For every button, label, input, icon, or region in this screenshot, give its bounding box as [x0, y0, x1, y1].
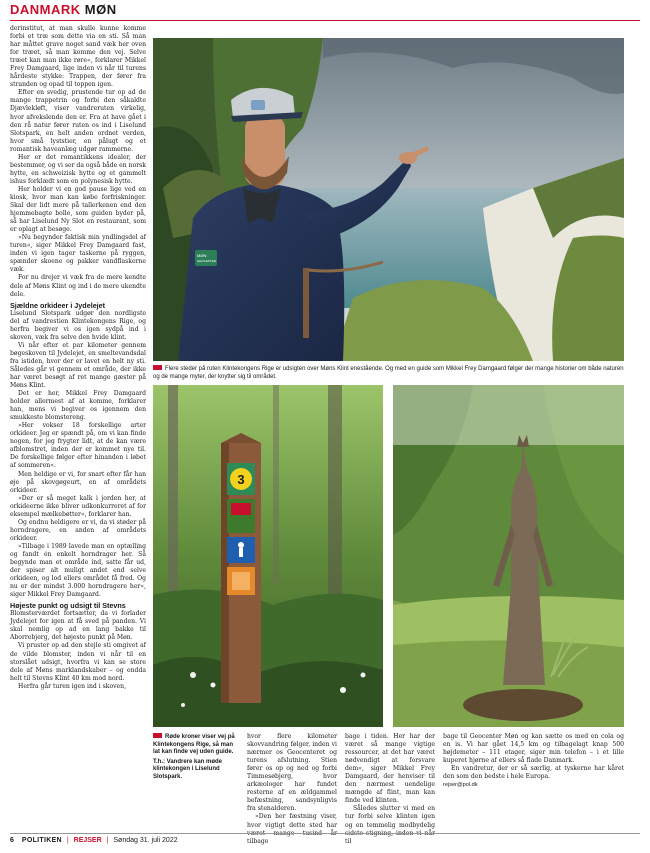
paragraph: bage i tiden. Her har der været så mange vigtige ressourcer, at det har været nødvendigt at forsvare dem«, siger Mikkel Frey Damgaard, der henviser til den nærmest uendelige mængde af flint, man kan finde ved klinten.	[345, 733, 435, 805]
paragraph: Og endnu heldigere er vi, da vi støder på horndragere, en anden af områdets orkideer.	[10, 518, 146, 542]
header-rule	[10, 20, 640, 21]
statue-illustration	[393, 385, 624, 727]
paragraph: bage til Geocenter Møn og kan sætte os med en cola og en is. Vi har gået 14,5 km og tilbagelagt knap 500 højdemeter – 111 etager, siger min telefon – i et lille kuperet hjørne af ellers så flade Danmark.	[443, 733, 624, 765]
newspaper-name: POLITIKEN	[21, 837, 62, 844]
section-header	[10, 2, 117, 20]
paragraph: »Her vokser 18 forskellige arter orkideer. Jeg er spændt på, om vi kan finde nogen, for jeg frygter lidt, at de kan være afblomstret, inden der er kommet nye til. De forskellige følger efter hinanden i løbet af sommeren«.	[10, 422, 146, 470]
caption-marker	[153, 733, 162, 738]
right-photo-caption: T.h.: Vandrere kan møde klintekongen i Liselund Slotspark.	[153, 758, 223, 780]
article-column-4	[443, 733, 624, 789]
paragraph: Således slutter vi med en tur forbi selve klinten igen og en temmelig modbydelig sidste stigning, inden vi når til	[345, 805, 435, 845]
paragraph: Efter en svedig, prustende tur op ad de mange trappetrin og forbi den såkaldte Djævlekløft, viser vandreruten virkelig, hvor afvekslende den er. Fra at have gået i den rå natur fører ruten os ind i Liselund Slotspark, en helt anden ordnet verden, hvor små lyststiеr, en pålugt og et romantisk haveanlæg udgør rammerne.	[10, 89, 146, 153]
paragraph: »Tilbage i 1989 lavede man en optælling og fandt én enkelt horndrager her. Så begynde man et område ind, satte får ud, der spiser alt muligt andet end selve orkideen, og lod ellers området få fred. Og nu er der mindst 3.000 horndragere her«, siger Mikkel Frey Damgaard.	[10, 542, 146, 599]
paragraph: »Nu begynder faktisk min yndlingsdel af turen«, siger Mikkel Frey Damgaard fast, inden vi igen tager taskerne på ryggen, spænder skoene og pakker vandflaskerne væk.	[10, 234, 146, 274]
page-footer	[10, 837, 178, 844]
paragraph: Vi når efter et par kilometer gennem bøgeskoven til Jydelejet, en smeltevandsdal fra istiden, hvor der er lavet en helt ny sti. Således går vi gennem et område, der ikke har været besøgt af ret mange gæster på Møns Klint.	[10, 341, 146, 390]
trail-marker-illustration	[153, 385, 383, 727]
top-photo-caption: Flere steder på ruten Klintekongens Rige er udsigten over Møns Klint enestående. Og med en guide som Mikkel Frey Damgaard følger der mange historier om både naturen og de mange myter, der knytter sig til området.	[153, 366, 624, 380]
paragraph: Det er her, Mikkel Frey Damgaard holder allermest af at komme, forklarer han, mens vi begiver os igennem den smukkeste blomstereng.	[10, 390, 146, 422]
paragraph: Blomsterværdet fortsætter, da vi forlader Jydelejet for igen at få sved på panden. Vi skal nemlig op ad en lang bakke til Aborrebjerg, det højeste punkt på Møn.	[10, 610, 146, 642]
jacket-logo-line-2: GEOCENTER	[197, 259, 217, 263]
paragraph: For nu drejer vi væk fra de mere kendte dele af Møns Klint og ind i de mere ukendte dele.	[10, 274, 146, 298]
page-number: 6	[10, 837, 14, 844]
guide-photo-illustration	[153, 38, 624, 361]
paragraph: »Der er så meget kalk i jorden her, at orkideerne ikke bliver udkonkurreret af for eksempel mælkebøtter«, forklarer han.	[10, 494, 146, 518]
jacket-logo-line-1: MØN	[197, 253, 207, 258]
guide-photo	[153, 38, 624, 361]
paragraph: hvor flere kilometer skovvandring følger, inden vi nærmer os Geocenteret og turens afslutning. Stien fører os op og ned og forbi Timmesøbjerg, hvor arkæologer har fundet resterne af en ældgammel befæstning, sandsynligvis fra stenalderen.	[247, 733, 337, 813]
statue-photo	[393, 385, 624, 727]
subheading: Højeste punkt og udsigt til Stevns	[10, 601, 126, 611]
article-column-3	[345, 733, 435, 846]
issue-date: Søndag 31. juli 2022	[113, 837, 178, 844]
paragraph: En vandretur, der er så særlig, at tyskerne har kåret den som den bedste i hele Europa.	[443, 765, 624, 781]
paragraph: Herfra går turen igen ind i skoven,	[18, 682, 127, 690]
footer-separator: |	[66, 837, 69, 844]
paragraph: Her holder vi en god pause lige ved en kiosk, hvor man kan købe forfriskninger. Skal der lidt mere på tallerkenen end den hjemmebagte bolle, som guiden byder på, så har Liselund Ny Slot en restaurant, som er oplagt at besøge.	[10, 185, 146, 234]
caption-marker	[153, 365, 162, 370]
article-column-1	[10, 25, 146, 691]
paragraph: Her er det romantikkens idealer, der bestemmer, og vi ser da også både en norsk hytte, en schweizisk hytte og et gammelt ishus forklædt som en polynesisk hytte.	[10, 153, 146, 185]
paragraph: Men heldige er vi, for snart efter får han øje på skovgøgeurt, en af områdets orkideer.	[10, 470, 146, 494]
paragraph: Vi pruster op ad den stejle sti omgivet af de vilde blomster, inden vi når til en storslået udsigt, hvorfra vi kan se store dele af Møns marklandskaber – og endda helt til Stevns Klint 40 km mod nord.	[10, 642, 146, 682]
paragraph: Liselund Slotspark udgør den nordligste del af vandrestien Klintekongens Rige, og herfra begiver vi os igen sydpå ind i skoven, væk fra selve den hvide klint.	[10, 309, 146, 341]
trail-marker-photo	[153, 385, 383, 727]
section-label: REJSER	[73, 837, 102, 844]
footer-rule	[10, 833, 640, 834]
section-name: DANMARK	[10, 2, 81, 17]
region-name: MØN	[84, 2, 117, 17]
left-photo-caption: Røde kroner viser vej på Klintekongens Rige, så man lat kan finde vej uden guide. T.h.: Vandrere kan møde klintekongen i Liselund Slotspark.	[153, 733, 239, 782]
paragraph: derinstitut, at man skulle kunne komme forbi et træ som dette via en sti. Så man har måttet grave noget sand væk her oven for træet, så man komme den vej. Selve træet kan man ikke røre«, forklarer Mikkel Frey Damgaard, lige inden vi når til turens hårdeste stykke: Trappen, der fører fra stranden og opad til toppen igen.	[10, 25, 146, 89]
article-column-2	[247, 733, 337, 846]
author-email: rejser@pol.dk	[443, 782, 478, 789]
trail-number: 3	[237, 472, 245, 487]
paragraph: »Den her fæstning viser, hvor vigtigt dette sted har været mange tusind år tilbage	[247, 813, 337, 845]
subheading: Sjældne orkideer i Jydelejet	[10, 300, 106, 310]
footer-separator: |	[106, 837, 109, 844]
